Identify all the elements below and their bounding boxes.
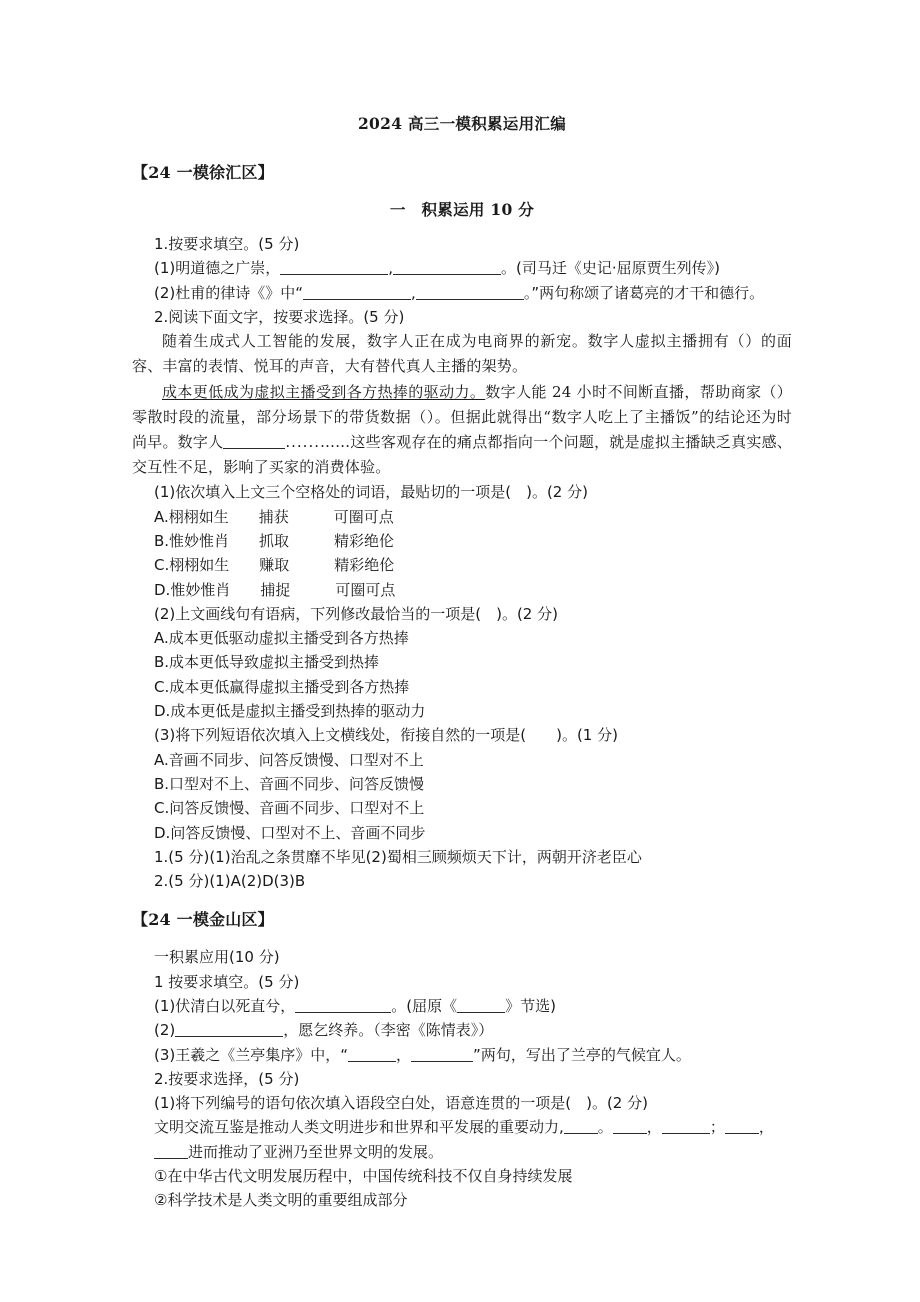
blank-line[interactable] (613, 1119, 647, 1134)
jinshan-fill-blank-item-2 (132, 1018, 792, 1042)
blank-line[interactable] (564, 1119, 598, 1134)
blank-line[interactable] (303, 284, 411, 299)
choice-question-3-stem: (3)将下列短语依次填入上文横线处，衔接自然的一项是( )。(1 分) (154, 726, 618, 745)
choice-question-1-option-b[interactable]: B.惟妙惟肖 抓取 精彩绝伦 (154, 531, 395, 550)
fill-blank-item-2-prefix: (2)杜甫的律诗《》中“ (154, 283, 304, 302)
section-heading-xuhui: 一 积累运用 10 分 (389, 200, 535, 220)
blank-line[interactable] (393, 260, 501, 275)
choice-question-3-option-c[interactable]: C.问答反馈慢、音画不同步、口型对不上 (154, 799, 425, 818)
blank-line[interactable] (416, 284, 524, 299)
document-content (132, 112, 792, 1213)
blank-line[interactable] (662, 1119, 710, 1134)
choice-question-2-stem: (2)上文画线句有语病，下列修改最恰当的一项是( )。(2 分) (154, 604, 558, 623)
blank-line[interactable] (457, 998, 505, 1013)
blank-line[interactable] (280, 260, 388, 275)
section-divider (132, 893, 792, 908)
choice-question-3-option-d[interactable]: D.问答反馈慢、口型对不上、音画不同步 (154, 823, 426, 842)
choice-question-2-option-c[interactable]: C.成本更低赢得虚拟主播受到各方热捧 (154, 677, 410, 696)
fill-blank-item-1-suffix: 。(司马迁《史记·屈原贾生列传》) (501, 259, 721, 278)
jinshan-choice-question-stem: (1)将下列编号的语句依次填入语段空白处，语意连贯的一项是( )。(2 分) (154, 1094, 648, 1113)
region-heading-jinshan: 【24 一模金山区】 (132, 910, 274, 930)
jinshan-fill-blank-1-suffix: 》节选) (505, 997, 556, 1015)
passage-paragraph-2-body: 数字人能 24 小时不间断直播，帮助商家（）零散时段的流量，部分场景下的带货数据（）。但据此就得出“数字人吃上了主播饭”的结论还为时尚早。数字人 (132, 382, 792, 451)
fill-blank-item-1-prefix: (1)明道德之广崇， (154, 259, 281, 278)
blank-line[interactable] (154, 1144, 188, 1159)
jinshan-fill-blank-item-3 (132, 1043, 792, 1067)
question-1-label-jinshan: 1 按要求填空。(5 分) (154, 972, 300, 991)
jinshan-sentence-item-2[interactable]: ②科学技术是人类文明的重要组成部分 (154, 1191, 408, 1210)
jinshan-fill-blank-1-mid: 。(屈原《 (391, 997, 458, 1015)
question-2-label-jinshan: 2.按要求选择，(5 分) (154, 1069, 300, 1088)
passage-paragraph-2-tail: ……这些客观存在的痛点都指向一个问题，就是虚拟主播缺乏真实感、交互性不足，影响了买家的消费体验。 (132, 432, 793, 477)
jinshan-fill-blank-2-suffix: ，愿乞终养。（李密《陈情表》） (283, 1021, 494, 1040)
passage-paragraph-1: 随着生成式人工智能的发展，数字人正在成为电商界的新宠。数字人虚拟主播拥有（）的面容、丰富的表情、悦耳的声音，大有替代真人主播的架势。 (132, 332, 792, 376)
choice-question-1-option-a[interactable]: A.栩栩如生 捕获 可圈可点 (154, 507, 394, 526)
choice-question-1-stem: (1)依次填入上文三个空格处的词语，最贴切的一项是( )。(2 分) (154, 483, 588, 502)
blank-line[interactable] (348, 1046, 396, 1061)
jinshan-passage-prefix: 文明交流互鉴是推动人类文明进步和世界和平发展的重要动力, (154, 1118, 564, 1137)
choice-question-3-option-a[interactable]: A.音画不同步、问答反馈慢、口型对不上 (154, 750, 424, 769)
blank-line[interactable] (175, 1022, 283, 1037)
choice-question-2-option-d[interactable]: D.成本更低是虚拟主播受到热捧的驱动力 (154, 702, 426, 721)
answer-line-2: 2.(5 分)(1)A(2)D(3)B (154, 872, 306, 891)
question-2-label-xuhui: 2.阅读下面文字，按要求选择。(5 分) (154, 307, 405, 326)
jinshan-fill-blank-2-prefix: (2) (154, 1021, 176, 1040)
jinshan-sentence-item-1[interactable]: ①在中华古代文明发展历程中，中国传统科技不仅自身持续发展 (154, 1167, 573, 1186)
jinshan-passage: 文明交流互鉴是推动人类文明进步和世界和平发展的重要动力, 。 ， ； ，进而推动了亚洲乃至世界文明的发展。 (154, 1118, 774, 1161)
choice-question-3-option-b[interactable]: B.口型对不上、音画不同步、问答反馈慢 (154, 774, 425, 793)
question-1-label-xuhui: 1.按要求填空。(5 分) (154, 235, 300, 254)
choice-question-2-option-b[interactable]: B.成本更低导致虚拟主播受到热捧 (154, 653, 380, 672)
jinshan-fill-blank-item-1 (132, 994, 792, 1018)
blank-line[interactable] (725, 1119, 759, 1134)
jinshan-fill-blank-1-prefix: (1)伏清白以死直兮， (154, 997, 296, 1015)
blank-line[interactable] (411, 1046, 473, 1061)
passage-paragraph-2 (132, 380, 792, 481)
ellipsis-dots: ...... (285, 432, 320, 451)
page-title: 2024 高三一模积累运用汇编 (357, 114, 567, 133)
jinshan-fill-blank-3-prefix: (3)王羲之《兰亭集序》中，“ (154, 1045, 349, 1064)
section-heading-jinshan: 一积累应用(10 分) (154, 948, 280, 967)
underlined-sentence: 成本更低成为虚拟主播受到各方热捧的驱动力。 (162, 382, 486, 401)
choice-question-1-option-d[interactable]: D.惟妙惟肖 捕捉 可圈可点 (154, 580, 396, 599)
fill-blank-item-2: (2)杜甫的律诗《》中“ , 。”两句称颂了诸葛亮的才干和德行。 (154, 283, 765, 302)
blank-line[interactable] (223, 434, 285, 449)
jinshan-passage-tail: 进而推动了亚洲乃至世界文明的发展。 (188, 1142, 444, 1161)
choice-question-1-option-c[interactable]: C.栩栩如生 赚取 精彩绝伦 (154, 556, 395, 575)
blank-line[interactable] (295, 998, 391, 1013)
jinshan-fill-blank-3-suffix: ”两句，写出了兰亭的气候宜人。 (473, 1045, 691, 1064)
fill-blank-item-2-suffix: 。”两句称颂了诸葛亮的才干和德行。 (523, 283, 765, 302)
region-heading-xuhui: 【24 一模徐汇区】 (132, 163, 274, 183)
choice-question-2-option-a[interactable]: A.成本更低驱动虚拟主播受到各方热捧 (154, 629, 409, 648)
fill-blank-item-1: (1)明道德之广崇， , 。(司马迁《史记·屈原贾生列传》) (154, 259, 721, 278)
answer-line-1: 1.(5 分)(1)治乱之条贯靡不毕见(2)蜀相三顾频烦天下计，两朝开济老臣心 (154, 847, 642, 866)
jinshan-fill-blank-3-mid: ， (396, 1045, 412, 1064)
